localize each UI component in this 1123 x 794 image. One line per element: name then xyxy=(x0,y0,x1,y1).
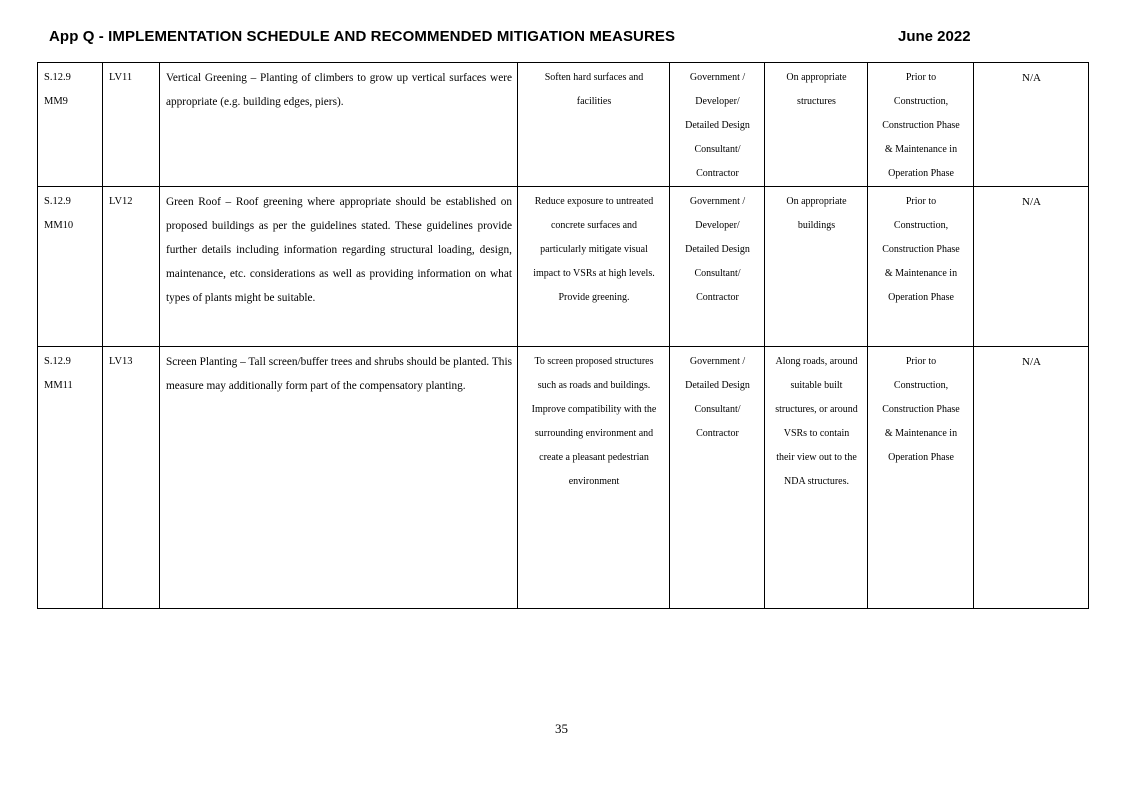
timing-line: & Maintenance in xyxy=(884,144,958,155)
implementation-agent-cell xyxy=(670,63,765,187)
requirement-cell: N/A xyxy=(974,63,1089,187)
agent-line: Government / xyxy=(689,196,746,207)
objective-line: To screen proposed structures xyxy=(534,356,654,367)
agent-line: Consultant/ xyxy=(694,268,741,279)
location-line: VSRs to contain xyxy=(783,428,850,439)
document-title: App Q - IMPLEMENTATION SCHEDULE AND RECOMMENDED MITIGATION MEASURES xyxy=(49,28,676,45)
agent-line: Developer/ xyxy=(695,96,740,107)
objective-line: Soften hard surfaces and xyxy=(544,72,644,83)
timing-line: Operation Phase xyxy=(888,292,954,303)
agent-line: Detailed Design xyxy=(685,380,750,391)
page-number: 35 xyxy=(555,721,568,736)
measure-description: Vertical Greening – Planting of climbers to grow up vertical surfaces were appropriate (e.g. building edges, piers). xyxy=(160,63,518,187)
measure-code: LV12 xyxy=(103,187,160,347)
location-line: structures xyxy=(797,96,836,107)
eia-reference-cell xyxy=(38,63,103,187)
location-line: their view out to the xyxy=(776,452,857,463)
objective-line: surrounding environment and xyxy=(534,428,654,439)
objective-line: such as roads and buildings. xyxy=(537,380,651,391)
objective-line: impact to VSRs at high levels. xyxy=(533,268,655,279)
timing-line: Prior to xyxy=(905,356,937,367)
timing-line: Construction Phase xyxy=(882,404,960,415)
timing-line: Operation Phase xyxy=(888,452,954,463)
eia-reference-cell xyxy=(38,347,103,609)
mitigation-id: MM10 xyxy=(44,220,74,231)
timing-line: Prior to xyxy=(905,72,937,83)
location-cell xyxy=(765,187,868,347)
objective-line: particularly mitigate visual xyxy=(540,244,648,255)
timing-line: & Maintenance in xyxy=(884,428,958,439)
location-line: structures, or around xyxy=(775,404,858,415)
objective-line: concrete surfaces and xyxy=(550,220,638,231)
eia-section: S.12.9 xyxy=(44,356,71,367)
objective-line: Reduce exposure to untreated xyxy=(534,196,654,207)
objective-cell xyxy=(518,63,670,187)
agent-line: Developer/ xyxy=(695,220,740,231)
timing-line: Construction, xyxy=(893,380,949,391)
implementation-agent-cell xyxy=(670,347,765,609)
timing-line: Operation Phase xyxy=(888,168,954,179)
agent-line: Consultant/ xyxy=(694,404,741,415)
measure-code: LV13 xyxy=(103,347,160,609)
objective-line: create a pleasant pedestrian xyxy=(539,452,649,463)
eia-section: S.12.9 xyxy=(44,72,71,83)
location-line: Along roads, around xyxy=(775,356,858,367)
agent-line: Detailed Design xyxy=(685,120,750,131)
document-date: June 2022 xyxy=(898,28,971,45)
table-row xyxy=(38,347,1089,609)
objective-line: Provide greening. xyxy=(558,292,630,303)
location-line: On appropriate xyxy=(786,72,847,83)
timing-cell xyxy=(868,187,974,347)
measure-description: Screen Planting – Tall screen/buffer trees and shrubs should be planted. This measure may additionally form part of the compensatory planting. xyxy=(160,347,518,609)
location-line: suitable built xyxy=(790,380,843,391)
location-line: On appropriate xyxy=(786,196,847,207)
timing-cell xyxy=(868,63,974,187)
mitigation-id: MM9 xyxy=(44,96,68,107)
objective-line: environment xyxy=(568,476,620,487)
objective-line: facilities xyxy=(576,96,612,107)
agent-line: Contractor xyxy=(696,292,739,303)
objective-line: Improve compatibility with the xyxy=(531,404,657,415)
table-row xyxy=(38,187,1089,347)
agent-line: Consultant/ xyxy=(694,144,741,155)
requirement-cell: N/A xyxy=(974,187,1089,347)
eia-section: S.12.9 xyxy=(44,196,71,207)
table-row xyxy=(38,63,1089,187)
timing-line: Prior to xyxy=(905,196,937,207)
objective-cell xyxy=(518,347,670,609)
timing-line: Construction Phase xyxy=(882,120,960,131)
agent-line: Contractor xyxy=(696,168,739,179)
location-line: NDA structures. xyxy=(784,476,849,487)
timing-line: Construction, xyxy=(893,220,949,231)
eia-reference-cell xyxy=(38,187,103,347)
agent-line: Government / xyxy=(689,72,746,83)
agent-line: Government / xyxy=(689,356,746,367)
location-cell xyxy=(765,347,868,609)
mitigation-schedule-table xyxy=(37,62,1089,609)
timing-line: Construction, xyxy=(893,96,949,107)
timing-line: & Maintenance in xyxy=(884,268,958,279)
agent-line: Contractor xyxy=(696,428,739,439)
requirement-cell: N/A xyxy=(974,347,1089,609)
objective-cell xyxy=(518,187,670,347)
mitigation-id: MM11 xyxy=(44,380,73,391)
timing-cell xyxy=(868,347,974,609)
implementation-agent-cell xyxy=(670,187,765,347)
timing-line: Construction Phase xyxy=(882,244,960,255)
measure-code: LV11 xyxy=(103,63,160,187)
measure-description: Green Roof – Roof greening where appropriate should be established on proposed buildings as per the guidelines stated. These guidelines provide further details including information regarding structural loading, design, maintenance, etc. considerations as well as providing information on what types of plants might be suitable. xyxy=(160,187,518,347)
agent-line: Detailed Design xyxy=(685,244,750,255)
location-line: buildings xyxy=(797,220,836,231)
location-cell xyxy=(765,63,868,187)
